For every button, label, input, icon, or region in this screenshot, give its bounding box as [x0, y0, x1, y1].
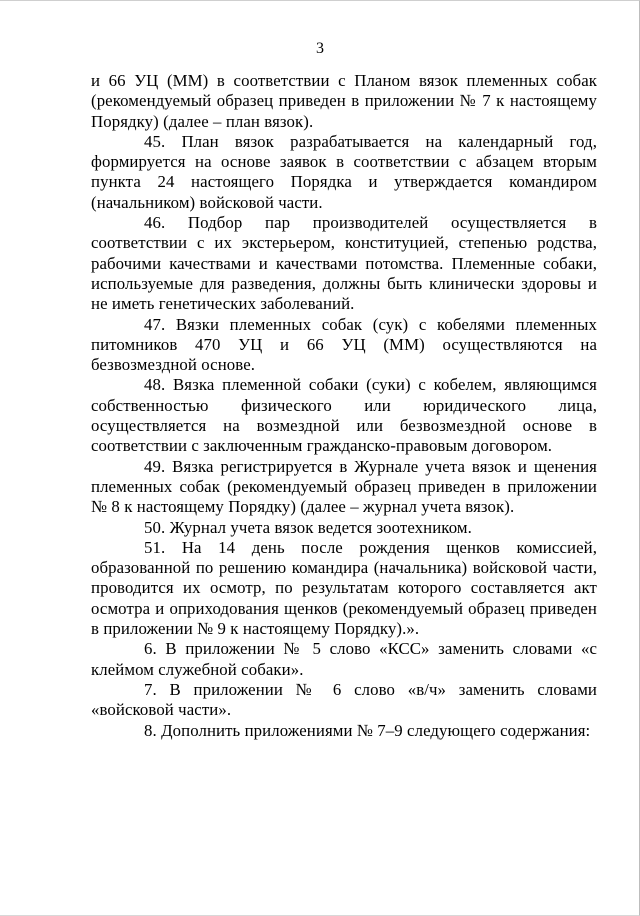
paragraph-47: 47. Вязки племенных собак (сук) с кобелями племенных питомников 470 УЦ и 66 УЦ (ММ) осуществляются на безвозмездной основе.: [91, 314, 597, 375]
paragraph-item-7: 7. В приложении № 6 слово «в/ч» заменить словами «войсковой части».: [91, 679, 597, 720]
paragraph-45: 45. План вязок разрабатывается на календарный год, формируется на основе заявок в соответствии с абзацем вторым пункта 24 настоящего Порядка и утверждается командиром (начальником) войсковой части.: [91, 131, 597, 212]
paragraph-item-8: 8. Дополнить приложениями № 7–9 следующего содержания:: [144, 720, 591, 740]
paragraph-51: 51. На 14 день после рождения щенков комиссией, образованной по решению командира (начальника) войсковой части, проводится их осмотр, по результатам которого составляется акт осмотра и оприходования щенков (рекомендуемый образец приведен в приложении № 9 к настоящему Порядку).».: [91, 537, 597, 639]
document-body: [91, 71, 597, 741]
paragraph-continuation: и 66 УЦ (ММ) в соответствии с Планом вязок племенных собак (рекомендуемый образец приведен в приложении № 7 к настоящему Порядку) (далее – план вязок).: [91, 71, 597, 131]
paragraph-46: 46. Подбор пар производителей осуществляется в соответствии с их экстерьером, конституцией, степенью родства, рабочими качествами и качествами потомства. Племенные собаки, используемые для разведения, должны быть клинически здоровы и не иметь генетических заболеваний.: [91, 213, 597, 314]
paragraph-49: 49. Вязка регистрируется в Журнале учета вязок и щенения племенных собак (рекомендуемый образец приведен в приложении № 8 к настоящему Порядку) (далее – журнал учета вязок).: [91, 456, 597, 517]
paragraph-50: 50. Журнал учета вязок ведется зоотехником.: [144, 517, 472, 537]
paragraph-item-6: 6. В приложении № 5 слово «КСС» заменить словами «с клеймом служебной собаки».: [91, 639, 597, 679]
paragraph-48: 48. Вязка племенной собаки (суки) с кобелем, являющимся собственностью физического или юридического лица, осуществляется на возмездной или безвозмездной основе в соответствии с заключенным гражданско-правовым договором.: [91, 375, 597, 456]
page-number: 3: [316, 40, 324, 57]
